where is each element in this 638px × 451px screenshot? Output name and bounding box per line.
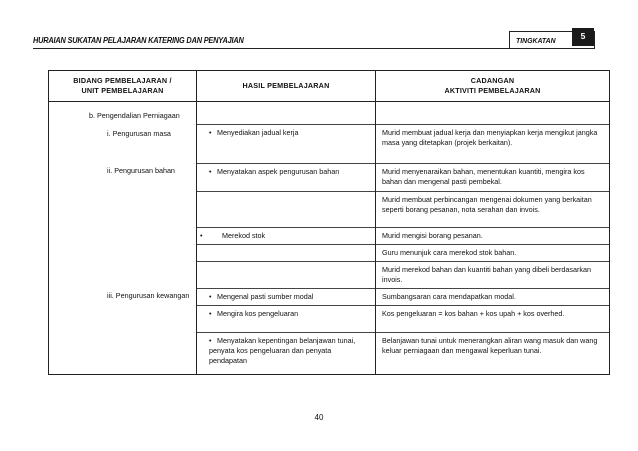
level-label: TINGKATAN <box>516 36 556 45</box>
document-title: HURAIAN SUKATAN PELAJARAN KATERING DAN PENYAJIAN <box>33 36 244 45</box>
header-aktiviti: CADANGAN AKTIVITI PEMBELAJARAN <box>376 71 610 102</box>
unit-label: ii. Pengurusan bahan <box>107 166 175 175</box>
outcome-item: • Merekod stok <box>200 230 266 240</box>
unit-label: i. Pengurusan masa <box>107 129 171 138</box>
table-row <box>49 227 610 244</box>
table-row <box>49 191 610 227</box>
table-header-row <box>49 71 610 102</box>
page-number: 40 <box>314 413 324 422</box>
table-row <box>49 244 610 261</box>
section-label: b. Pengendalian Perniagaan <box>89 111 180 120</box>
activity-text: Belanjawan tunai untuk menerangkan aliran wang masuk dan wang keluar perniagaan dan mengawal keperluan tunai. <box>382 335 598 355</box>
bullet-icon: • <box>209 127 212 137</box>
activity-text: Kos pengeluaran = kos bahan + kos upah + kos overhed. <box>382 308 565 318</box>
activity-text: Murid merekod bahan dan kuantiti bahan yang dibeli berdasarkan invois. <box>382 264 591 284</box>
header-bidang: BIDANG PEMBELAJARAN / UNIT PEMBELAJARAN <box>49 71 197 102</box>
level-number: 5 <box>572 28 594 46</box>
activity-text: Murid mengisi borang pesanan. <box>382 230 483 240</box>
header-rule <box>33 48 595 49</box>
table-row <box>49 163 610 191</box>
bullet-icon: • <box>209 291 212 301</box>
activity-text: Murid membuat jadual kerja dan menyiapkan kerja mengikut jangka masa yang ditetapkan (projek berkaitan). <box>382 127 598 147</box>
outcome-item: • Mengira kos pengeluaran <box>209 308 299 318</box>
bullet-icon: • <box>209 166 212 176</box>
unit-label: iii. Pengurusan kewangan <box>107 291 190 300</box>
activity-text: Sumbangsaran cara mendapatkan modal. <box>382 291 516 301</box>
activity-text: Murid menyenaraikan bahan, menentukan kuantiti, mengira kos bahan dan mengenal pasti pembekal. <box>382 166 585 186</box>
outcome-item: • Menyediakan jadual kerja <box>209 127 299 137</box>
outcome-item: • Mengenal pasti sumber modal <box>209 291 314 301</box>
outcome-item: • Menyatakan aspek pengurusan bahan <box>209 166 340 176</box>
activity-text: Guru menunjuk cara merekod stok bahan. <box>382 247 517 257</box>
table-row <box>49 332 610 375</box>
section-row <box>49 102 610 125</box>
table-row <box>49 124 610 163</box>
bullet-icon: • <box>209 308 212 318</box>
syllabus-table <box>48 70 610 375</box>
bullet-icon: • <box>200 230 203 240</box>
bullet-icon: • <box>209 335 212 345</box>
level-box <box>509 31 595 49</box>
table-row <box>49 288 610 305</box>
table-row <box>49 261 610 288</box>
header-hasil: HASIL PEMBELAJARAN <box>197 71 376 102</box>
outcome-item: • Menyatakan kepentingan belanjawan tunai, penyata kos pengeluaran dan penyata pendapatan <box>209 335 356 365</box>
table-row <box>49 305 610 332</box>
activity-text: Murid membuat perbincangan mengenai dokumen yang berkaitan seperti borang pesanan, nota serahan dan invois. <box>382 194 592 214</box>
